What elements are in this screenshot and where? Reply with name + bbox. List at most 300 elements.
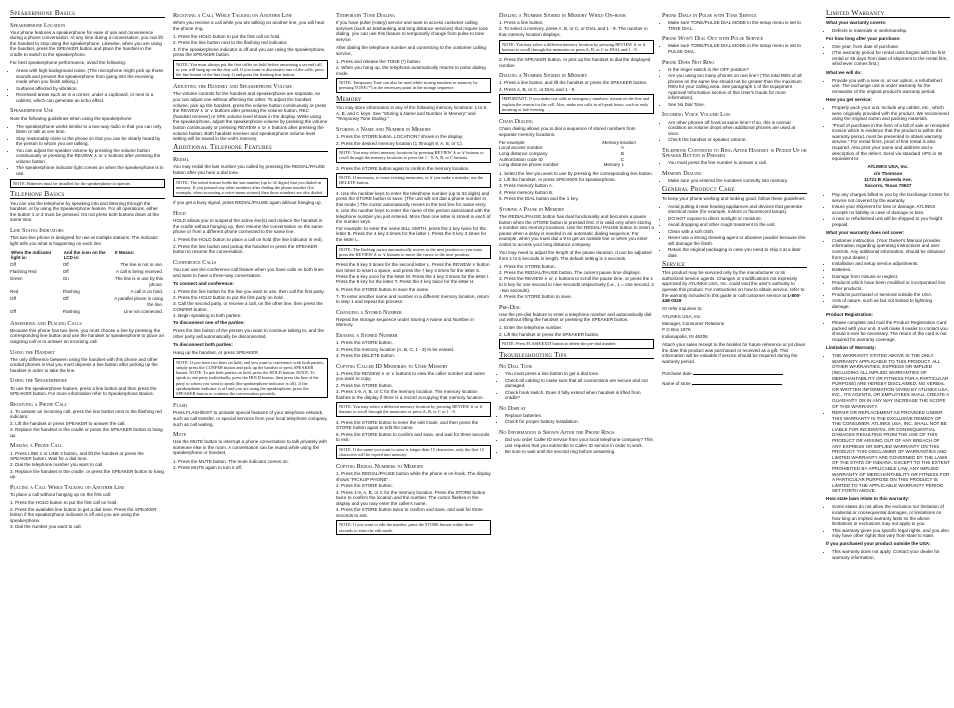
note-box: NOTE: If necessary, to erase existing memories, or if you make a mistake, use the DELETE button. [336, 173, 491, 187]
bullet-list [662, 67, 807, 108]
step-list [173, 289, 328, 319]
step-item: 5. Press the STORE button to confirm and save, and wait for three seconds to exit. [336, 431, 490, 443]
bullet-list [826, 238, 950, 310]
paragraph: Because this phone has two lines, you must choose a line by pressing the corresponding line button and use the handset or speakerphone to place an outgoing call or to answer an incoming call. [10, 327, 165, 344]
subheading: To connect and conference: [173, 280, 234, 286]
paragraph: After dialing the telephone number and connecting to the customer calling service, [336, 44, 486, 56]
paragraph: To keep your phone working and looking good, follow these guidelines: [662, 195, 806, 201]
heading-limited-warranty: Limited Warranty [826, 10, 950, 18]
note-box: NOTE: If you want to edit the number, press the STORE button within three seconds to enter the edit mode. [336, 520, 491, 534]
column-3 [336, 8, 491, 538]
step-item: 4. Press memory button B. [499, 189, 554, 195]
bullet-list [10, 68, 165, 103]
list-item: • Acts of nature, such as but not limited to lightning damage. [832, 298, 950, 309]
list-item: • Never use a strong cleaning agent or abrasive powder because this will damage the finish. [668, 235, 807, 246]
column-5 [662, 8, 807, 389]
heading-copying-callerid: Copying Caller ID Memories to User Memory [336, 362, 448, 370]
step-item: 2. Press the desired memory location (1 through 9, A, B, or C). [336, 140, 463, 146]
column-2 [173, 8, 328, 471]
note-box: NOTE: If you have two lines on hold, and you want to conference with both parties, simply press the CONFER button and pick up the handset or press SPEAKER button. NOTE: To put both parties on hold, press the HOLD button. NOTE: To speak to one party individually, press the HOLD button, then press the line of the party to whom you want to speak (the speakerphone indicator is off). If the speakerphone indicator is off and you are using the speakerphone, press the SPEAKER button to continue the conversation privately. [173, 358, 328, 398]
bullet-list [662, 43, 807, 54]
chain-col-label: Memory location [602, 139, 636, 145]
chain-example-rows [499, 145, 654, 167]
step-item: 4. Press the STORE button twice to confirm and save, and wait for three seconds to exit. [336, 507, 483, 518]
list-item: • Recessed areas such as in a corner, under a cupboard, or next to a cabinet, which can generate an echo effect. [16, 92, 165, 103]
heading-flash: Flash [173, 402, 187, 410]
step-list [499, 264, 654, 300]
list-item: • Insure your shipment for loss or damage. ATLINKS accepts no liability in case of damage or loss. [832, 204, 950, 215]
step-item: 3. Call the second party, or receive a call, on the other line, then press the CONFER button. [173, 301, 323, 313]
step-item: 3. Press the DELETE button. [336, 352, 395, 358]
heading-placing-call: Placing a Call While Talking on Another Line [10, 484, 125, 492]
list-item: • You must press the line number to answer a call. [668, 160, 807, 166]
chain-example-label: Authorization code ID [499, 156, 543, 162]
paragraph [662, 270, 807, 304]
paragraph: You may store information in any of the following memory locations: 1 to 9, A, B, and C keys. See "Storing a Name and Number in Memory" and "Temporary Tone Dialing." [336, 105, 488, 122]
heading-no-ring: Phone Does Not Ring [662, 58, 715, 66]
bullet-list [826, 44, 950, 67]
paragraph: Use the MUTE button to interrupt a phone conversation to talk privately with someone else in the room. A conversation can be muted while using the speakerphone or handset. [173, 439, 327, 456]
table-cell: Off [10, 308, 16, 314]
heading-no-information: No Information is Shown After the Phone Rings [499, 428, 615, 436]
step-item: 1. Press and release the TONE (*) button. [336, 58, 422, 64]
note-box: NOTE: The flashing cursor automatically moves to the next position so you must press the REVIEW ∧ or ∨ buttons to move the cursor to the next position. [336, 245, 491, 259]
list-item: • Damage from misuse or neglect. [832, 274, 950, 280]
list-item: • Make sure TONE/PULSE DIAL MODE in the setup menu is set to PULSE DIAL. [668, 43, 807, 54]
step-item: 1. Enter the telephone number. [499, 325, 563, 331]
step-item: 3. Press the REVIEW ∧ or ∨ buttons to scroll the pause time, or press the 1 to 5 key for one second to nine seconds respectively (i.e., 1 = one second, 2 - two seconds). [499, 276, 654, 293]
step-item: 2. Dial the telephone number you want to call. [10, 462, 104, 468]
purchase-date-label: Purchase date [662, 370, 692, 376]
note-box: NOTE: You may select a different memory location by pressing REVIEW ∧ or ∨ buttons to scroll through the memories or press A, B, or C or 1 - 9. [336, 402, 491, 416]
step-item: 4. Press the STORE button to enter the edit mode, and then press the STORE button again to edit the name. [336, 419, 479, 431]
list-item: • Retain the original packaging in case you need to ship it at a later date. [668, 247, 807, 258]
list-item: • DO NOT expose to direct sunlight or moisture. [668, 216, 807, 222]
list-item: • Installation and setup service adjustments. [832, 261, 950, 267]
paragraph: The REDIAL/PAUSE button has dual functionality and becomes a pause button when the STORE button is pressed first. It is valid only when storing a number into memory locations. Use the REDIAL/ PAUSE button to insert a pause when a delay is needed in an automatic dialing sequence. For example, when you must dial a 9 to get an outside line or when you enter codes to access your long distance company. [499, 213, 654, 247]
bullet-list [662, 20, 807, 31]
list-item: • Products purchased or serviced outside the USA. [832, 292, 950, 298]
step-item: 3. Press 1-9, A, B, or C for the memory location. Press the STORE button twice to confirm the location and the number. The cursor flashes in the display and you may enter the caller's name. [336, 489, 486, 506]
step-item: 11721 B Alameda Ave. [863, 177, 912, 183]
step-item: Manager, Consumer Relations [662, 320, 725, 326]
heading-using-speakerphone: Using the Speakerphone [10, 377, 68, 385]
step-list [173, 459, 328, 471]
list-item: • Did you order Caller ID service from your local telephone company? This unit requires that you subscribe to Caller ID service in order to work. [505, 437, 654, 448]
table-cell: A call is on hold. [130, 288, 163, 294]
list-item: • Are you using too many phones on one line? (The total REN of all phones on the same line should not be greater than the maximum REN for your calling area. See paragraph 1 of the Equipment Approval Information section of this User's Guide for more information). [668, 73, 807, 101]
step-item: P O Box 1976 [662, 327, 691, 333]
list-item: • Provide you with a new or, at our option, a refurbished unit. The exchange unit is under warranty for the remainder of the original product's warranty period. [832, 78, 950, 95]
purchase-date-line [693, 370, 783, 375]
list-item: • Defects in materials or workmanship. [832, 28, 950, 34]
table-cell: Green [10, 276, 23, 282]
indicator-table [10, 249, 165, 316]
chain-memory-location: C [620, 156, 624, 162]
step-item: 1. Press the REVIEW ∧ or ∨ buttons to view the caller number and name you want to copy. [336, 370, 485, 382]
store-name-label: Name of store [662, 381, 691, 387]
list-item: • Areas with high background noise. (The microphone might pick up those sounds and prevent the speakerphone from going into the receiving mode when you finish talking.) [16, 68, 165, 85]
list-item: • Customer instruction. (Your Owner's Manual provides information regarding operating instructions and user controls. Any additional information, should be obtained from your dealer.) [832, 238, 950, 260]
heading-speakerphone-location: Speakerphone Location [10, 21, 66, 29]
table-header: And the icon on the LCD is: [63, 249, 106, 261]
step-item: 2. Press the STORE button. [336, 382, 393, 388]
purchase-date-field [662, 370, 807, 377]
table-cell: Flashing Red [10, 269, 37, 275]
step-item: 1. Press LINE 1 or LINE 2 button, and lift the handset or press the SPEAKER button. Wait for a dial tone. [10, 450, 144, 462]
step-item: 2. Press the memory location (A, B, C, 1 - 9) to be erased. [336, 346, 455, 352]
heading-speakerphone-use: Speakerphone Use [10, 107, 54, 115]
heading-memory: Memory [336, 96, 491, 104]
exchange-address [826, 164, 950, 189]
note-box: NOTE: You may select memory locations by pressing REVIEW ∧ or ∨ buttons to scroll through the memory locations to press the 1 - 9, A, B, or C buttons. [336, 148, 491, 162]
paragraph: Repeat the storage sequence under Storing A Name and Number in Memory. [336, 316, 474, 328]
subheading: Product Registration: [826, 312, 873, 318]
step-list [173, 34, 328, 58]
bullet-list [826, 28, 950, 34]
heading-mute: Mute [173, 431, 187, 439]
heading-changing: Changing a Stored Number [336, 308, 402, 316]
step-item: 1. Press the STORE button. LOCATION? shows in the display. [336, 134, 464, 140]
list-item: • Check for proper battery installation. [505, 419, 654, 425]
paragraph: If you have pulse (rotary) service and want to access customer calling services (such as telebanking and long distance services) that require tone dialing, you can use this feature to temporarily change from pulse to tone service. [336, 20, 488, 42]
paragraph: Chain dialing allows you to dial a sequence of stored numbers from separate memory locations. [499, 126, 636, 137]
list-item: • Avoid dropping and other rough treatment to the unit. [668, 222, 807, 228]
step-item: 2. Lift the handset or press SPEAKER to answer the call. [10, 420, 126, 426]
list-item: • Batteries. [832, 267, 950, 273]
step-item: 2. Lift the handset, or press SPEAKER for speakerphone. [499, 177, 616, 183]
bullet-list [826, 78, 950, 95]
step-list [336, 134, 491, 146]
list-item: • The speakerphone indicator light comes on when the speakerphone is in use. [16, 165, 165, 176]
bullet-list [499, 413, 654, 425]
heading-voice-low: Incoming Voice Volume Low [662, 111, 731, 119]
step-item: ATLINKS USA, Inc. [867, 164, 909, 170]
heading-no-dial-tone: No Dial Tone [499, 363, 533, 371]
indicator-table-body [10, 262, 165, 316]
note-box: NOTE: You must always put the first caller on hold before answering a second call or you will hang up on the first call. If you want to disconnect one of the calls, press the line button of the line (step 1) and press the flashing line button. [173, 60, 328, 80]
step-item: ATLINKS USA, Inc. [662, 314, 702, 320]
table-cell: Red [10, 288, 19, 294]
paragraph: Attach your sales receipt to the booklet for future reference or jot down the date this product was purchased or received as a gift. This information will be valuable if service should be required during the warranty period. [662, 342, 806, 364]
paragraph: Use the pre-dial feature to enter a telephone number and automatically dial out without lifting the handset or pressing the SPEAKER button. [499, 311, 652, 323]
step-item: 4. Begin speaking to both parties. [173, 313, 242, 319]
table-cell: Off [10, 295, 16, 301]
bullet-list [10, 124, 165, 177]
store-name-field [662, 380, 807, 387]
paragraph: Note the following guidelines when using the speakerphone: [10, 115, 133, 121]
step-item: 2. When you hang up, the telephone automatically returns to pulse dialing mode. [336, 65, 486, 76]
note-box: NOTE: Temporary Tone can also be used while storing numbers in memory by pressing TONE (*) at the necessary point in the storage sequence. [336, 78, 491, 92]
step-item: 1. Press the STORE button. [499, 263, 556, 269]
table-row [10, 269, 165, 276]
paragraph: Press the line button of the person you want to continue talking to, and the other party will automatically be disconnected. [173, 327, 324, 339]
step-item: 1. Select the line you want to use by pressing the corresponding line button. [499, 170, 653, 176]
chain-example-label: Long distance company [499, 150, 548, 156]
store-name-line [692, 380, 782, 385]
table-cell: The line is in use by this phone. [114, 276, 163, 287]
heading-additional-features: Additional Telephone Features [173, 144, 328, 152]
heading-making-call: Making a Phone Call [10, 442, 63, 450]
heading-telephone-basics: Telephone Basics [10, 191, 165, 199]
paragraph: This two-line phone is designed for use at multiple stations. The indicator light tells you what is happening on each line. [10, 235, 159, 246]
paragraph: Your phone features a speakerphone for ease of use and convenience during a phone conversation. At any time during a conversation, you can lift the handset to stop using the speakerphone. Likewise, when you are using the handset, press the SPEAKER button and place the handset in the cradle to switch to the speakerphone. [10, 29, 163, 58]
step-item: 3. Replace the handset in the cradle or press the SPEAKER button to hang up. [10, 427, 163, 438]
subheading: How you get service: [826, 96, 872, 102]
list-item: • This warranty does not apply. Contact your dealer for warranty information. [832, 549, 950, 560]
table-cell: Off [62, 261, 69, 267]
step-item: 1. Press a line button, and lift the handset or press the SPEAKER button. [499, 80, 648, 86]
heading-conference: Conference Calls [173, 258, 217, 266]
table-row [10, 276, 165, 289]
step-item: 6. Press the STORE button to save the name. [336, 287, 430, 293]
paragraph: For best speakerphone performance, avoid the following: [10, 60, 126, 66]
list-item: • This warranty gives you specific legal rights, and you also may have other rights that vary from state to state. [832, 528, 950, 539]
paragraph: You can use the conference call feature when you have calls on both lines and want to have a three-way conversation. [173, 266, 324, 278]
list-item: • The speakerphone works similar to a two-way radio in that you can only listen or talk at one time. [16, 124, 165, 135]
step-item: Socorro, Texas 79927 [864, 183, 912, 189]
column-1 [10, 8, 165, 531]
step-list [499, 80, 654, 92]
list-item: • You must press a line button to get a dial tone. [505, 371, 654, 377]
heading-storing: Storing a Name and Number in Memory [336, 126, 432, 134]
chain-col-label: For example [499, 139, 525, 145]
heading-memory-dialing: Memory Dialing [662, 169, 702, 177]
table-cell: Off [10, 261, 16, 267]
step-list [173, 237, 328, 255]
list-item: • Check hook switch. Does it fully extend when handset is lifted from cradle? [505, 390, 654, 401]
chain-memory-location: Memory 1 [603, 162, 624, 168]
step-item: 2. Press MUTE again to turn it off. [173, 464, 243, 470]
chain-memory-location: A [620, 145, 624, 151]
step-item: 5. Press the DIAL button and the 1 key. [499, 196, 579, 202]
note-box: NOTE: The redial feature holds the last number (up to 32 digits) that you dialed in memory. If you pressed any other numbers after dialing the phone number (for example, when accessing a voice-menu system) then those numbers are also dialed. [173, 178, 328, 198]
heading-dial-onhook: Dialing a Number Stored in Memory While On-hook [499, 12, 627, 19]
subheading: To disconnect both parties: [173, 341, 233, 347]
subheading: What your warranty does not cover: [826, 229, 905, 235]
paragraph: When you receive a call while you are talking on another line, you will hear the phone ring. [173, 20, 325, 31]
table-cell: Off [62, 295, 69, 301]
paragraph: Press the 5 key 3 times for the second letter L. Press the REVIEW ∨ button two times to insert a space, and press the 7 key 4 times for the letter S. Press the 6 key once for the letter M. Press the 4 key 3 times for the letter I. Press the 8 key for the letter T. Press the 4 key twice for the letter H. [336, 262, 490, 285]
chain-memory-location: B [620, 150, 624, 156]
step-item: 1. Press the STORE button. [336, 340, 393, 346]
step-item: 3. Press 1-9, A, B, or C for the memory location. The memory location flashes in the display if there is a record occupying that memory location. [336, 389, 484, 400]
list-item: • Make sure TONE/PULSE DIAL MODE in the setup menu is set to TONE DIAL. [668, 20, 807, 31]
paragraph: You may need to adjust the length of the pause duration. It can be adjusted from 1 to 5 seconds in length. The default setting is 4 seconds. [499, 250, 652, 261]
chain-example-label: Local access number [499, 145, 543, 151]
step-list [336, 371, 491, 401]
step-item: 1. To answer an incoming call, press the line button next to the flashing red indicator. [10, 408, 162, 420]
heading-dialing-memory: Dialing a Number Stored in Memory [499, 72, 588, 80]
list-item: • A new or refurbished unit will be shipped to you freight prepaid. [832, 216, 950, 227]
step-item: 1. Press a line button. [499, 20, 544, 26]
step-item: 1. Press the HOLD button to put the first call on hold. [10, 500, 118, 506]
subheading: To disconnect one of the parties: [173, 319, 245, 325]
table-row [10, 262, 165, 269]
step-item: 3. Press the SPEAKER button, or pick up the handset to dial the displayed number. [499, 57, 651, 68]
table-row [10, 309, 165, 316]
subheading: If you purchased your product outside the USA: [826, 541, 931, 547]
step-item: 3. If the speakerphone indicator is off and you are using the speakerphone, press the SPEAKER button. [173, 46, 326, 58]
heading-redial: Redial [173, 155, 190, 163]
table-header-row [10, 249, 165, 262]
list-item: • Surfaces affected by vibration. [16, 86, 165, 92]
list-item: • THE WARRANTY STATED ABOVE IS THE ONLY WARRANTY APPLICABLE TO THIS PRODUCT. ALL OTHER WARRANTIES, EXPRESS OR IMPLIED (INCLUDING ALL IMPLIED WARRANTIES OF MERCHANTABILITY OR FITNESS FOR A PARTICULAR PURPOSE) ARE HEREBY DISCLAIMED. NO VERBAL OR WRITTEN INFORMATION GIVEN BY ATLINKS USA, INC., ITS AGENTS, OR EMPLOYEES SHALL CREATE A GUARANTY OR IN ANY WAY INCREASE THE SCOPE OF THIS WARRANTY. [832, 353, 950, 409]
list-item: • Please complete and mail the Product Registration Card packed with your unit. It will make it easier to contact you should it ever be necessary. The return of the card is not required for warranty coverage. [832, 320, 950, 342]
subheading: How state laws relate to this warranty: [826, 496, 910, 502]
note-box: NOTE: You may select a different memory location by pressing REVIEW ∧ or ∨ buttons to scroll through the memories or press A, B, or C or DIAL and 1 - 9. [499, 40, 654, 54]
bullet-list [499, 371, 654, 401]
step-item: 2. Press the STORE button. [336, 483, 393, 489]
step-item: 2. Press the available line button to get a dial tone. Press the SPEAKER button if the speakerphone indicator is off and you are using the speakerphone. [10, 506, 157, 523]
bullet-list [826, 105, 950, 162]
heading-erasing: Erasing a Stored Number [336, 332, 398, 340]
heading-storing-pause: Storing a Pause in Memory [499, 205, 565, 213]
heading-troubleshooting: Troubleshooting Tips [499, 352, 654, 360]
subheading: What your warranty covers: [826, 19, 887, 25]
bullet-list [826, 549, 950, 560]
table-row [10, 296, 165, 309]
step-item: 3. Dial the number you want to call. [10, 524, 82, 530]
step-item: 2. Lift the handset or press the SPEAKER button. [499, 331, 600, 337]
list-item: • Check all cabling to make sure that all connections are secure and not damaged. [505, 378, 654, 389]
heading-using-handset: Using the Handset [10, 348, 55, 356]
table-row [10, 289, 165, 296]
heading-temporary-tone: Temporary Tone Dialing [336, 12, 396, 19]
list-item: • See No Dial Tone. [668, 102, 807, 108]
step-list [336, 471, 491, 518]
step-item: c/o Thomson [873, 170, 903, 176]
paragraph: To use the speakerphone feature, press a line button and then press the SPEAKER button. For more information refer to Speakerphone Basics. [10, 385, 157, 397]
paragraph: You can use the telephone by speaking into and listening through the handset, or by using the Speakerphone feature. For all operations, either the button 1 or 3 must be pressed. Do not press both buttons down at the same time. [10, 200, 159, 223]
column-4 [499, 8, 654, 457]
list-item: • Avoid putting it near heating appliances and devices that generate electrical noise (for example, motors or fluorescent lamps). [668, 204, 807, 215]
heading-line-status: Line Status Indicators [10, 227, 64, 234]
step-item: 2. Press A, B, or C, or DIAL and 1 - 9. [499, 86, 576, 92]
table-header: It Means: [114, 249, 135, 255]
heading-service: Service [662, 261, 807, 269]
service-phone: 1-800-448-0329 [662, 292, 801, 304]
bullet-list [662, 120, 807, 143]
step-item: 5. Use the number keys to enter the name of the person associated with the telephone number you just entered. More than one letter is stored in each of the number keys. [336, 208, 491, 225]
table-cell: The line is not in use. [120, 261, 163, 267]
step-item: 1. Press the MUTE button. The mute indicator comes on. [173, 458, 289, 464]
note-box: NOTE: Batteries must be installed for the speakerphone to operate. [10, 179, 165, 188]
chain-example-label: Long distance phone number [499, 162, 559, 168]
step-list [336, 340, 491, 358]
step-item: 3. Press the STORE button again to confirm the memory location. [336, 165, 470, 171]
paragraph: Press FLASH/EXIT to activate special features of your telephone network, such as call transfer, or special services from your local telephone company, such as call waiting. [173, 410, 328, 427]
subheading: For how long after your purchase: [826, 35, 901, 41]
step-list [10, 500, 165, 530]
list-item: • One year, from date of purchase. [832, 44, 950, 50]
heading-continues-ring: Telephone Continues to Ring After Handset is Picked Up or Speaker Button is Pressed [662, 146, 807, 160]
bullet-list [499, 437, 654, 455]
list-item: • Make sure you entered the numbers correctly into memory. [668, 178, 807, 184]
table-cell: Off [62, 269, 69, 275]
list-item: • Stay reasonably close to the phone so that you can be clearly heard by the person to whom you are talking. [16, 136, 165, 147]
subheading: What we will do: [826, 69, 862, 75]
heading-receiving-call: Receiving a Phone Call [10, 400, 67, 408]
step-list [336, 420, 491, 443]
paragraph: To place a call without hanging up on the first call: [10, 492, 112, 498]
bullet-list [826, 353, 950, 494]
step-list [336, 191, 491, 225]
step-item: 2. Press the REDIAL/PAUSE button. The current pause time displays. [499, 270, 641, 276]
step-item: Indianapolis, IN 46206 [662, 333, 708, 339]
heading-receiving-while-talking: Receiving a Call While Talking on Another Line [173, 12, 293, 19]
heading-wont-dial: Phone Won't Dial Out with Pulse Service [662, 35, 764, 43]
table-cell: A call is being received. [115, 269, 163, 275]
heading-answering: Answering and Placing Calls [10, 319, 82, 327]
table-cell: Flashing [62, 288, 80, 294]
heading-product-care: General Product Care [662, 186, 807, 194]
step-item: 1. Press the HOLD button to place a call on hold (the line indicator is red). [173, 237, 323, 243]
step-list [499, 57, 654, 68]
step-item: 4. Use the number keys to enter the telephone number (up to 32 digits) and press the STORE button to save. (The unit will not dial a phone number in this mode.) The cursor automatically moves to the text line for name entry. [336, 190, 490, 207]
step-item: 3. Press memory button A. [499, 183, 554, 189]
heading-copying-redial: Copying Redial Numbers to Memory [336, 463, 424, 471]
list-item: • (The warranty period for rental units begins with the first rental or 45 days from date of shipment to the rental firm, whichever comes first.) [832, 50, 950, 67]
list-item: • Properly pack your unit. Include any cables, etc., which were originally provided with the product. We recommend using the original carton and packing materials. [832, 105, 950, 122]
column-6 [826, 8, 950, 563]
step-item: 1. Press the line button for the line you want to use, then call the first party. [173, 288, 325, 294]
paragraph: The volume controls for the handset and speakerphone are separate, so you can adjust one without affecting the other. To adjust the handset volume, pick up the handset, press the volume button continuously or press the REVIEW ∧ or ∨ buttons after pressing the volume button. REC (handset receiver) or SPK volume level shows in the display. While using the speakerphone, adjust the speakerphone volume by pressing the volume button continuously or pressing REVIEW ∧ or ∨ buttons after pressing the volume button. Both handset receiver and speakerphone volume level setting will be saved in the unit's memory. [173, 91, 328, 142]
table-header: When the indicator light is: [11, 249, 52, 261]
step-item: 1. Press the HOLD button to put the first call on hold. [173, 33, 281, 39]
paragraph: The only difference between using the handset with this phone and other corded phones is that you must depress a line button after picking up the handset in order to take the line. [10, 356, 158, 373]
step-item: 3. Replace the handset in the cradle, or press the SPEAKER button to hang up. [10, 468, 164, 480]
step-list [336, 59, 491, 77]
heading-pulse-with-tone: Phone Dials in Pulse with Tone Service [662, 12, 757, 19]
bullet-list [826, 320, 950, 342]
step-item: 2. To select a memory, press A, B, or C, or DIAL and 1 - 9. The number in that memory location displays. [499, 26, 648, 38]
bullet-list [662, 178, 807, 184]
list-item: • Is the ringer switch in the OFF position? [668, 67, 807, 73]
bullet-list [662, 160, 807, 166]
paragraph: Or refer inquiries to: [662, 306, 703, 312]
heading-speakerphone-basics: Speakerphone Basics [10, 10, 165, 18]
note-box: IMPORTANT: If you make test calls to emergency numbers, remain on the line and explain the reason for the call. Also, make test calls in off-peak hours, such as early morning or late evening. [499, 94, 654, 114]
step-item: 2. Press the line button and pickup the handset or press the SPEAKER button to resume the conversation. [173, 243, 318, 255]
list-item: • Products which have been modified or incorporated into other products. [832, 280, 950, 291]
list-item: • Are other phones off hook at same time? If so, this is normal condition as volume drops when additional phones are used at once. [668, 120, 807, 137]
list-item: • You can adjust the speaker volume by pressing the volume button continuously or pressing the REVIEW ∧ or ∨ buttons after pressing the volume button. [16, 148, 165, 165]
heading-adjusting-volume: Adjusting the Handset and Speakerphone Volume [173, 83, 292, 91]
heading-predial: Pre-Dial [499, 303, 521, 311]
note-box: NOTE: Press FLASH/EXIT button to delete the pre-dial number. [499, 339, 654, 348]
paragraph: If you get a busy signal, press REDIAL/PAUSE again without hanging up. [173, 200, 322, 206]
subheading: Limitation of Warranty: [826, 345, 877, 351]
note-box: NOTE: If the name you want to store is longer than 15 characters, only the first 15 characters will be copied into memory. [336, 445, 491, 459]
step-item: 4. Press the STORE button to save. [499, 294, 572, 300]
table-cell: On [62, 276, 69, 282]
step-item: 7. To enter another name and number in a different memory location, return to step 1 and repeat the process. [336, 293, 490, 305]
table-cell: Flashing [62, 308, 80, 314]
step-list [499, 325, 654, 337]
step-list [10, 409, 165, 439]
heading-no-display: No Display [499, 404, 527, 412]
step-list [499, 20, 654, 38]
list-item: • "Proof of purchase in the form of a bill of sale or receipted invoice which is evidence that the product is within the warranty period, must be presented to obtain warranty service." For rental firms, proof of first rental is also required. Also print your name and address and a description of the defect. Send via standard UPS or its equivalent to: [832, 123, 950, 162]
table-cell: Line not connected. [123, 308, 163, 314]
list-item: • Clean with a soft cloth. [668, 229, 807, 235]
step-list [10, 451, 165, 481]
table-cell: A parallel phone is using the line. [114, 295, 163, 307]
list-item: • REPAIR OR REPLACEMENT AS PROVIDED UNDER THIS WARRANTY IS THE EXCLUSIVE REMEDY OF THE CONSUMER. ATLINKS USA, INC. SHALL NOT BE LIABLE FOR INCIDENTAL OR CONSEQUENTIAL DAMAGES RESULTING FROM THE USE OF THIS PRODUCT OR ARISING OUT OF ANY BREACH OF ANY EXPRESS OR IMPLIED WARRANTY ON THIS PRODUCT. THIS DISCLAIMER OF WARRANTIES AND LIMITED WARRANTY ARE GOVERNED BY THE LAWS OF THE STATE OF INDIANA. EXCEPT TO THE EXTENT PROHIBITED BY APPLICABLE LAW, ANY IMPLIED WARRANTY OF MERCHANTABILITY OR FITNESS FOR A PARTICULAR PURPOSE ON THIS PRODUCT IS LIMITED TO THE APPLICABLE WARRANTY PERIOD SET FORTH ABOVE. [832, 410, 950, 494]
list-item: • Replace batteries. [505, 413, 654, 419]
paragraph: Hang up the handset, or press SPEAKER. [173, 349, 260, 355]
